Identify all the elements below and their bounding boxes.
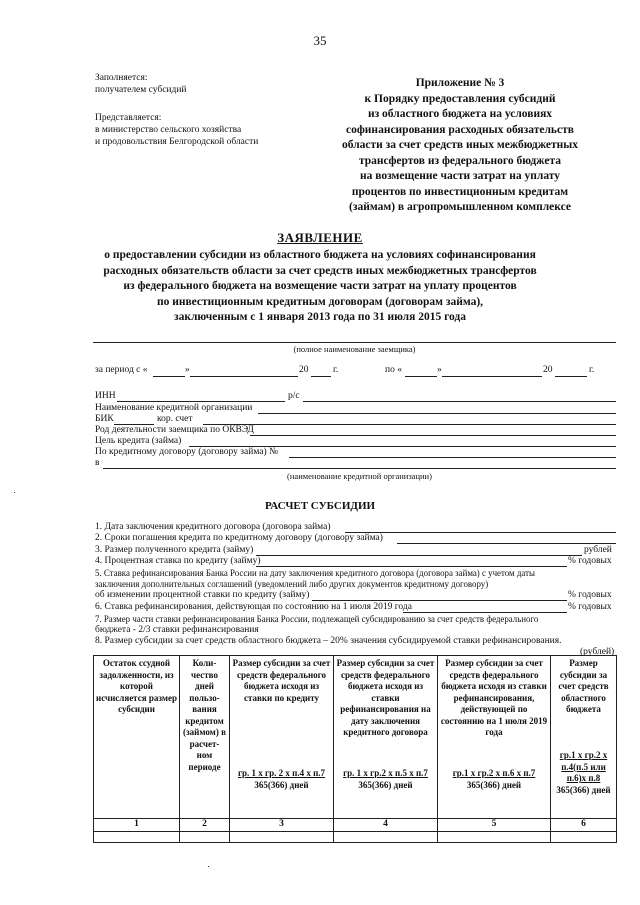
item-3-unit: рублей <box>584 545 612 555</box>
filled-by-label: Заполняется: <box>95 73 148 83</box>
submitted-to-line2: и продовольствия Белгородской области <box>95 137 259 147</box>
item-7-line2: бюджета - 2/3 ставки рефинансирования <box>95 625 259 635</box>
table-header-cell <box>334 656 438 819</box>
column-number: 3 <box>230 819 334 832</box>
rs-field[interactable] <box>303 401 616 402</box>
item-6-field[interactable] <box>403 612 567 613</box>
purpose-label: Цель кредита (займа) <box>95 436 182 446</box>
table-cell[interactable] <box>551 831 617 842</box>
formula-numerator: гр. 1 х гр.2 х п.5 х п.7 <box>343 768 428 778</box>
period-year-prefix: 20 <box>299 365 309 375</box>
appendix-line: Приложение № 3 <box>415 77 505 89</box>
item-8: 8. Размер субсидии за счет средств областного бюджета – 20% значения субсидируемой ставки рефинансирования. <box>95 636 562 646</box>
filled-by-value: получателем субсидий <box>95 85 187 95</box>
period-from-month-field[interactable] <box>190 376 298 377</box>
period-to-label: по « <box>385 365 402 375</box>
header-text: Размер субсидии за счет средств областного бюджета <box>558 658 609 714</box>
item-5-line1: 5. Ставка рефинансирования Банка России на дату заключения кредитного договора (договора займа) с учетом даты <box>95 568 535 578</box>
table-cell[interactable] <box>180 831 230 842</box>
formula-block <box>232 768 331 791</box>
document-subtitle <box>40 248 600 326</box>
item-7-line1: 7. Размер части ставки рефинансирования Банка России, подлежащей субсидированию за счет средств федерального <box>95 614 539 624</box>
submitted-to-block <box>95 112 258 148</box>
appendix-line: трансфертов из федерального бюджета <box>358 154 562 167</box>
item-3: 3. Размер полученного кредита (займу) <box>95 545 254 555</box>
period-to-day-field[interactable] <box>405 376 437 377</box>
scan-speck <box>14 492 15 493</box>
appendix-line: из областного бюджета на условиях <box>367 108 553 120</box>
subtitle-line: по инвестиционным кредитным договорам (договорам займа), <box>156 295 484 308</box>
okved-field[interactable] <box>250 435 616 436</box>
borrower-name-line[interactable] <box>93 342 616 343</box>
bank-label: в <box>95 458 100 468</box>
period-year2-prefix: 20 <box>543 365 553 375</box>
table-cell[interactable] <box>94 831 180 842</box>
org-caption: (наименование кредитной организации) <box>287 471 432 481</box>
table-header-cell <box>438 656 551 819</box>
table-header-cell <box>230 656 334 819</box>
header-text: Размер субсидии за счет средств федерального бюджета исходя из ставки рефинансирования, действующей по состоянию на 1 июля 2019 года <box>440 658 548 737</box>
item-2-field[interactable] <box>397 543 616 544</box>
appendix-line: процентов по инвестиционным кредитам <box>351 185 569 198</box>
formula-denominator: 365(366) дней <box>254 779 309 790</box>
subtitle-line: заключенным с 1 января 2013 года по 31 июля 2015 года <box>173 311 466 323</box>
period-to-year-field[interactable] <box>555 376 587 377</box>
column-number: 5 <box>438 819 551 832</box>
table-cell[interactable] <box>230 831 334 842</box>
submitted-to-label: Представляется: <box>95 113 162 123</box>
contract-field[interactable] <box>289 457 616 458</box>
org-name-label: Наименование кредитной организации <box>95 403 253 413</box>
table-header-cell <box>94 656 180 819</box>
column-number: 1 <box>94 819 180 832</box>
item-5-unit: % годовых <box>568 590 612 600</box>
period-to-month-field[interactable] <box>442 376 542 377</box>
rubles-unit: (рублей) <box>580 647 615 657</box>
table-row <box>94 831 617 842</box>
column-number: 2 <box>180 819 230 832</box>
item-3-field[interactable] <box>256 555 582 556</box>
formula-numerator: гр. 1 х гр. 2 х п.4 х п.7 <box>237 768 326 778</box>
formula-numerator: гр.1 х гр.2 х п.6 х п.7 <box>452 768 536 778</box>
scan-speck <box>208 866 209 867</box>
period-year2-suffix: г. <box>589 365 595 375</box>
item-1: 1. Дата заключения кредитного договора (договора займа) <box>95 522 331 532</box>
appendix-heading <box>300 76 620 216</box>
period-to-quote: » <box>437 365 442 375</box>
header-text: Размер субсидии за счет средств федерального бюджета исходя из ставки по кредиту <box>232 658 331 703</box>
bank-field[interactable] <box>103 468 616 469</box>
formula-denominator: 365(366) дней <box>556 784 611 795</box>
submitted-to-line1: в министерство сельского хозяйства <box>95 125 242 135</box>
item-5-line3: об изменении процентной ставки по кредиту (займу) <box>95 590 310 600</box>
appendix-line: к Порядку предоставления субсидий <box>364 92 556 105</box>
table-number-row <box>94 819 617 832</box>
period-from-year-field[interactable] <box>311 376 331 377</box>
okved-label: Род деятельности заемщика по ОКВЭД <box>95 425 254 435</box>
inn-field[interactable] <box>117 401 285 402</box>
item-1-field[interactable] <box>345 532 616 533</box>
table-cell[interactable] <box>438 831 551 842</box>
header-text: Размер субсидии за счет средств федерального бюджета исходя из ставки рефинансирования на дату заключения кредитного договора <box>336 658 435 737</box>
subtitle-line: из федерального бюджета на возмещение части затрат на уплату процентов <box>123 280 517 292</box>
calc-title: РАСЧЕТ СУБСИДИИ <box>264 500 376 512</box>
bik-label: БИК <box>95 414 114 424</box>
item-4-field[interactable] <box>256 566 567 567</box>
table-cell[interactable] <box>334 831 438 842</box>
period-from-label: за период с « <box>95 365 148 375</box>
item-6: 6. Ставка рефинансирования, действующая по состоянию на 1 июля 2019 года <box>95 602 412 612</box>
rs-label: р/с <box>288 391 300 401</box>
formula-numerator: гр.1 х гр.2 х п.4(п.5 или п.6)х п.8 <box>559 750 608 783</box>
formula-denominator: 365(366) дней <box>358 779 413 790</box>
subsidy-table <box>93 655 617 843</box>
formula-denominator: 365(366) дней <box>466 779 522 790</box>
item-6-unit: % годовых <box>568 602 612 612</box>
subtitle-line: расходных обязательств области за счет средств иных межбюджетных трансфертов <box>103 264 537 277</box>
formula-block <box>336 768 435 791</box>
column-number: 4 <box>334 819 438 832</box>
appendix-line: области за счет средств иных межбюджетных <box>342 139 578 151</box>
period-quote: » <box>185 365 190 375</box>
table-header-cell <box>551 656 617 819</box>
column-number: 6 <box>551 819 617 832</box>
table-header-cell <box>180 656 230 819</box>
kor-field[interactable] <box>203 424 616 425</box>
appendix-line: софинансирования расходных обязательств <box>346 123 574 136</box>
table-header-row <box>94 656 617 819</box>
item-5-field[interactable] <box>312 600 567 601</box>
period-from-day-field[interactable] <box>153 376 185 377</box>
appendix-line: на возмещение части затрат на уплату <box>359 170 561 182</box>
header-text: Остаток ссудной задолженности, из которой исчисляется размер субсидии <box>96 658 177 714</box>
item-2: 2. Сроки погашения кредита по кредитному договору (договору займа) <box>95 533 383 543</box>
item-4-unit: % годовых <box>568 556 612 566</box>
document-title: ЗАЯВЛЕНИЕ <box>277 230 363 245</box>
contract-label: По кредитному договору (договору займа) № <box>95 447 279 457</box>
page-number: 35 <box>313 33 327 48</box>
org-name-field[interactable] <box>258 413 616 414</box>
period-year-suffix: г. <box>333 365 339 375</box>
borrower-caption: (полное наименование заемщика) <box>293 344 416 354</box>
item-5-line2: заключения дополнительных соглашений (уведомлений либо других документов кредитному договору) <box>95 579 489 589</box>
item-4: 4. Процентная ставка по кредиту (займу) <box>95 556 261 566</box>
subtitle-line: о предоставлении субсидии из областного бюджета на условиях софинансирования <box>104 249 536 261</box>
inn-label: ИНН <box>95 391 116 401</box>
formula-block <box>553 750 614 796</box>
kor-label: кор. счет <box>157 414 193 424</box>
formula-block <box>440 768 548 791</box>
appendix-line: (займам) в агропромышленном комплексе <box>349 201 571 213</box>
filled-by-block <box>95 72 187 96</box>
header-text: Коли-чество дней пользо-вания кредитом (займом) в расчет-ном периоде <box>183 658 226 772</box>
